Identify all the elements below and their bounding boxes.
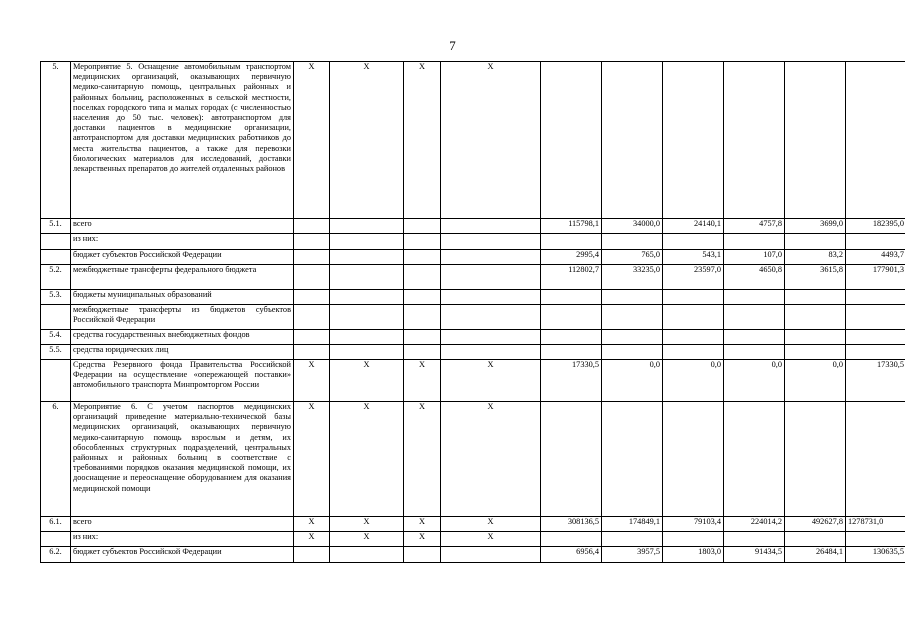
table-row xyxy=(41,547,905,563)
value-cell xyxy=(541,345,602,360)
x-mark-cell xyxy=(330,547,404,563)
row-name: всего xyxy=(71,517,294,532)
x-mark-cell xyxy=(330,330,404,345)
value-cell: 0,0 xyxy=(724,360,785,402)
x-mark-cell xyxy=(404,265,441,290)
value-cell xyxy=(724,330,785,345)
value-cell xyxy=(663,532,724,547)
value-cell xyxy=(541,290,602,305)
x-mark-cell xyxy=(294,234,330,250)
row-number xyxy=(41,360,71,402)
value-cell: 115798,1 xyxy=(541,219,602,234)
x-mark-cell: X xyxy=(441,517,541,532)
value-cell: 3957,5 xyxy=(602,547,663,563)
value-cell xyxy=(663,330,724,345)
row-number xyxy=(41,234,71,250)
table-row xyxy=(41,360,905,402)
x-mark-cell xyxy=(404,290,441,305)
x-mark-cell xyxy=(330,265,404,290)
value-cell: 130635,5 xyxy=(846,547,905,563)
value-cell: 765,0 xyxy=(602,250,663,265)
value-cell xyxy=(541,234,602,250)
value-cell: 543,1 xyxy=(663,250,724,265)
x-mark-cell xyxy=(404,345,441,360)
row-number: 5.3. xyxy=(41,290,71,305)
x-mark-cell: X xyxy=(294,62,330,219)
x-mark-cell: X xyxy=(330,402,404,517)
row-number: 5.4. xyxy=(41,330,71,345)
value-cell xyxy=(663,290,724,305)
x-mark-cell: X xyxy=(404,517,441,532)
value-cell xyxy=(785,532,846,547)
x-mark-cell xyxy=(330,234,404,250)
table-row xyxy=(41,219,905,234)
value-cell: 0,0 xyxy=(785,360,846,402)
row-number: 6.1. xyxy=(41,517,71,532)
value-cell xyxy=(724,290,785,305)
row-name: из них: xyxy=(71,532,294,547)
row-name: межбюджетные трансферты федерального бюджета xyxy=(71,265,294,290)
x-mark-cell: X xyxy=(404,360,441,402)
table-row xyxy=(41,330,905,345)
value-cell xyxy=(785,345,846,360)
x-mark-cell xyxy=(441,330,541,345)
x-mark-cell xyxy=(441,219,541,234)
row-number: 5.2. xyxy=(41,265,71,290)
row-name: межбюджетные трансферты из бюджетов субъектов Российской Федерации xyxy=(71,305,294,330)
value-cell: 26484,1 xyxy=(785,547,846,563)
value-cell: 492627,8 xyxy=(785,517,846,532)
value-cell xyxy=(724,532,785,547)
value-cell: 3615,8 xyxy=(785,265,846,290)
value-cell xyxy=(602,532,663,547)
value-cell xyxy=(602,330,663,345)
value-cell: 17330,5 xyxy=(846,360,905,402)
value-cell: 4493,7 xyxy=(846,250,905,265)
value-cell xyxy=(785,290,846,305)
x-mark-cell: X xyxy=(441,360,541,402)
table-row xyxy=(41,62,905,219)
x-mark-cell xyxy=(294,265,330,290)
value-cell xyxy=(663,345,724,360)
value-cell xyxy=(846,305,905,330)
value-cell xyxy=(663,234,724,250)
row-name: из них: xyxy=(71,234,294,250)
value-cell xyxy=(846,402,905,517)
value-cell xyxy=(724,402,785,517)
value-cell: 112802,7 xyxy=(541,265,602,290)
value-cell: 0,0 xyxy=(602,360,663,402)
value-cell: 182395,0 xyxy=(846,219,905,234)
row-number xyxy=(41,532,71,547)
x-mark-cell xyxy=(294,290,330,305)
row-number: 6.2. xyxy=(41,547,71,563)
value-cell: 174849,1 xyxy=(602,517,663,532)
value-cell xyxy=(846,234,905,250)
x-mark-cell: X xyxy=(404,532,441,547)
x-mark-cell: X xyxy=(294,517,330,532)
row-name: Средства Резервного фонда Правительства Российской Федерации на осуществление «опережающей поставки» автомобильного транспорта Минпромторгом России xyxy=(71,360,294,402)
value-cell: 4757,8 xyxy=(724,219,785,234)
x-mark-cell xyxy=(330,305,404,330)
page-number: 7 xyxy=(449,38,456,53)
x-mark-cell xyxy=(404,547,441,563)
x-mark-cell: X xyxy=(441,532,541,547)
row-number: 5. xyxy=(41,62,71,219)
x-mark-cell xyxy=(404,219,441,234)
table-row xyxy=(41,532,905,547)
row-name: всего xyxy=(71,219,294,234)
x-mark-cell xyxy=(294,330,330,345)
row-name: бюджеты муниципальных образований xyxy=(71,290,294,305)
row-number xyxy=(41,305,71,330)
value-cell: 4650,8 xyxy=(724,265,785,290)
value-cell xyxy=(724,345,785,360)
x-mark-cell xyxy=(404,305,441,330)
value-cell xyxy=(785,234,846,250)
x-mark-cell xyxy=(294,345,330,360)
row-name: Мероприятие 5. Оснащение автомобильным транспортом медицинских организаций, оказывающих первичную медико-санитарную помощь, центральных районных и районных больниц, расположенных в сельской местности, поселках городского типа и малых городах (с численностью населения до 50 тыс. человек): автотранспортом для доставки пациентов в медицинские организации, автотранспортом для доставки медицинских работников до места жительства пациентов, а также для перевозки биологических материалов для исследований, доставки лекарственных препаратов до жителей отдаленных районов xyxy=(71,62,294,219)
x-mark-cell xyxy=(441,250,541,265)
value-cell: 107,0 xyxy=(724,250,785,265)
x-mark-cell: X xyxy=(441,402,541,517)
x-mark-cell xyxy=(330,250,404,265)
row-number: 5.1. xyxy=(41,219,71,234)
value-cell xyxy=(541,532,602,547)
value-cell: 1278731,0 xyxy=(846,517,905,532)
value-cell xyxy=(541,305,602,330)
table-row xyxy=(41,265,905,290)
x-mark-cell xyxy=(330,345,404,360)
value-cell: 17330,5 xyxy=(541,360,602,402)
row-number: 6. xyxy=(41,402,71,517)
value-cell xyxy=(785,402,846,517)
value-cell xyxy=(663,402,724,517)
value-cell xyxy=(846,62,905,219)
value-cell xyxy=(541,402,602,517)
x-mark-cell xyxy=(441,234,541,250)
x-mark-cell xyxy=(441,290,541,305)
value-cell xyxy=(846,345,905,360)
row-name: бюджет субъектов Российской Федерации xyxy=(71,250,294,265)
value-cell xyxy=(785,62,846,219)
value-cell xyxy=(663,62,724,219)
value-cell xyxy=(724,234,785,250)
value-cell: 0,0 xyxy=(663,360,724,402)
x-mark-cell xyxy=(294,305,330,330)
value-cell: 6956,4 xyxy=(541,547,602,563)
value-cell xyxy=(602,345,663,360)
value-cell xyxy=(602,234,663,250)
x-mark-cell xyxy=(441,345,541,360)
value-cell: 79103,4 xyxy=(663,517,724,532)
table-row xyxy=(41,234,905,250)
value-cell xyxy=(846,290,905,305)
value-cell xyxy=(602,402,663,517)
value-cell: 2995,4 xyxy=(541,250,602,265)
value-cell xyxy=(846,532,905,547)
value-cell xyxy=(602,62,663,219)
value-cell: 34000,0 xyxy=(602,219,663,234)
value-cell: 3699,0 xyxy=(785,219,846,234)
x-mark-cell xyxy=(330,219,404,234)
row-number: 5.5. xyxy=(41,345,71,360)
table-row xyxy=(41,402,905,517)
x-mark-cell: X xyxy=(441,62,541,219)
value-cell: 1803,0 xyxy=(663,547,724,563)
row-name: бюджет субъектов Российской Федерации xyxy=(71,547,294,563)
table-row xyxy=(41,290,905,305)
budget-table xyxy=(40,61,905,563)
x-mark-cell: X xyxy=(330,62,404,219)
value-cell xyxy=(663,305,724,330)
value-cell: 24140,1 xyxy=(663,219,724,234)
x-mark-cell: X xyxy=(330,532,404,547)
x-mark-cell: X xyxy=(404,402,441,517)
x-mark-cell xyxy=(441,547,541,563)
value-cell xyxy=(785,330,846,345)
value-cell: 23597,0 xyxy=(663,265,724,290)
row-number xyxy=(41,250,71,265)
value-cell xyxy=(785,305,846,330)
x-mark-cell: X xyxy=(294,360,330,402)
value-cell xyxy=(541,330,602,345)
value-cell xyxy=(602,290,663,305)
row-name: средства юридических лиц xyxy=(71,345,294,360)
x-mark-cell: X xyxy=(330,360,404,402)
table-row xyxy=(41,517,905,532)
x-mark-cell: X xyxy=(294,532,330,547)
table-row xyxy=(41,250,905,265)
x-mark-cell: X xyxy=(294,402,330,517)
x-mark-cell: X xyxy=(404,62,441,219)
value-cell: 308136,5 xyxy=(541,517,602,532)
value-cell xyxy=(602,305,663,330)
x-mark-cell: X xyxy=(330,517,404,532)
x-mark-cell xyxy=(404,250,441,265)
table-row xyxy=(41,305,905,330)
value-cell: 91434,5 xyxy=(724,547,785,563)
row-name: средства государственных внебюджетных фондов xyxy=(71,330,294,345)
value-cell: 177901,3 xyxy=(846,265,905,290)
row-name: Мероприятие 6. С учетом паспортов медицинских организаций приведение материально-технической базы медицинских организаций, оказывающих первичную медико-санитарную помощь взрослым и детям, их обособленных структурных подразделений, центральных районных и районных больниц в соответствие с требованиями порядков оказания медицинской помощи, их дооснащение и переоснащение оборудованием для оказания медицинской помощи xyxy=(71,402,294,517)
value-cell xyxy=(541,62,602,219)
x-mark-cell xyxy=(294,219,330,234)
x-mark-cell xyxy=(441,265,541,290)
value-cell xyxy=(846,330,905,345)
x-mark-cell xyxy=(404,234,441,250)
x-mark-cell xyxy=(330,290,404,305)
x-mark-cell xyxy=(294,547,330,563)
table-row xyxy=(41,345,905,360)
x-mark-cell xyxy=(441,305,541,330)
value-cell xyxy=(724,62,785,219)
x-mark-cell xyxy=(404,330,441,345)
value-cell: 33235,0 xyxy=(602,265,663,290)
value-cell: 83,2 xyxy=(785,250,846,265)
x-mark-cell xyxy=(294,250,330,265)
value-cell: 224014,2 xyxy=(724,517,785,532)
value-cell xyxy=(724,305,785,330)
